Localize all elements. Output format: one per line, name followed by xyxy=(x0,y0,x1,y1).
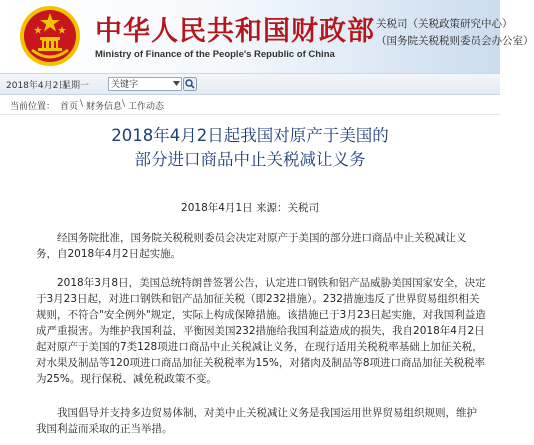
breadcrumb-work-news[interactable]: 工作动态 xyxy=(128,102,165,112)
top-toolbar xyxy=(0,74,500,95)
department-name xyxy=(376,16,534,50)
article-title-line: 部分进口商品中止关税减让义务 xyxy=(134,150,366,169)
article-title-line: 2018年4月2日起我国对原产于美国的 xyxy=(111,126,389,145)
paragraph-line: 我国倡导并支持多边贸易体制，对美中止关税减让义务是我国运用世界贸易组织规则，维护 xyxy=(57,407,477,419)
breadcrumb xyxy=(0,95,500,115)
site-title-chinese: 中华人民共和国财政部 xyxy=(95,16,375,47)
paragraph-line: 起对原产于美国的7类128项进口商品中止关税减让义务，在现行适用关税税率基础上加征关税， xyxy=(36,341,483,353)
current-weekday: 星期一 xyxy=(62,81,90,91)
article-paragraph xyxy=(36,230,476,262)
breadcrumb-label: 当前位置： xyxy=(10,102,56,112)
paragraph-line: 我国利益而采取的正当举措。 xyxy=(36,423,173,435)
paragraph-line: 务，自2018年4月2日起实施。 xyxy=(36,248,182,260)
search-icon[interactable] xyxy=(183,77,197,91)
national-emblem-icon xyxy=(18,4,82,68)
paragraph-line: 对水果及制品等120项进口商品加征关税税率为15%，对猪肉及制品等8项进口商品加征关税税率 xyxy=(36,357,486,369)
paragraph-line: 2018年3月8日，美国总统特朗普签署公告，认定进口钢铁和铝产品威胁美国国家安全，决定 xyxy=(57,277,486,289)
paragraph-line: 于3月23日起，对进口钢铁和铝产品加征关税（即232措施）。232措施违反了世界贸易组织相关 xyxy=(36,293,480,305)
search-scope-value: 关键字 xyxy=(111,80,139,90)
department-name-line: （国务院关税税则委员会办公室） xyxy=(376,35,534,47)
breadcrumb-home[interactable]: 首页 xyxy=(60,102,79,112)
breadcrumb-separator: \ xyxy=(80,99,84,109)
paragraph-line: 规则，不符合"安全例外"规定，实际上构成保障措施。该措施已于3月23日起实施，对我国利益造 xyxy=(36,309,486,321)
current-date: 2018年4月2日 xyxy=(6,81,68,91)
site-title-english: Ministry of Finance of the People's Republic of China xyxy=(95,49,335,60)
department-name-line: 关税司（关税政策研究中心） xyxy=(376,18,513,30)
search-scope-select[interactable] xyxy=(108,77,182,91)
article-paragraph xyxy=(36,405,476,437)
article-paragraph xyxy=(36,275,486,387)
paragraph-line: 经国务院批准，国务院关税税则委员会决定对原产于美国的部分进口商品中止关税减让义 xyxy=(57,232,467,244)
article-meta: 2018年4月1日 来源：关税司 xyxy=(181,202,319,214)
site-header xyxy=(0,0,534,74)
paragraph-line: 成严重损害。为维护我国利益，平衡因美国232措施给我国利益造成的损失，我自2018年4月2日 xyxy=(36,325,485,337)
paragraph-line: 为25%。现行保税、减免税政策不变。 xyxy=(36,373,217,385)
breadcrumb-separator: \ xyxy=(122,99,126,109)
chevron-down-icon xyxy=(173,80,180,87)
breadcrumb-finance-info[interactable]: 财务信息 xyxy=(86,102,123,112)
